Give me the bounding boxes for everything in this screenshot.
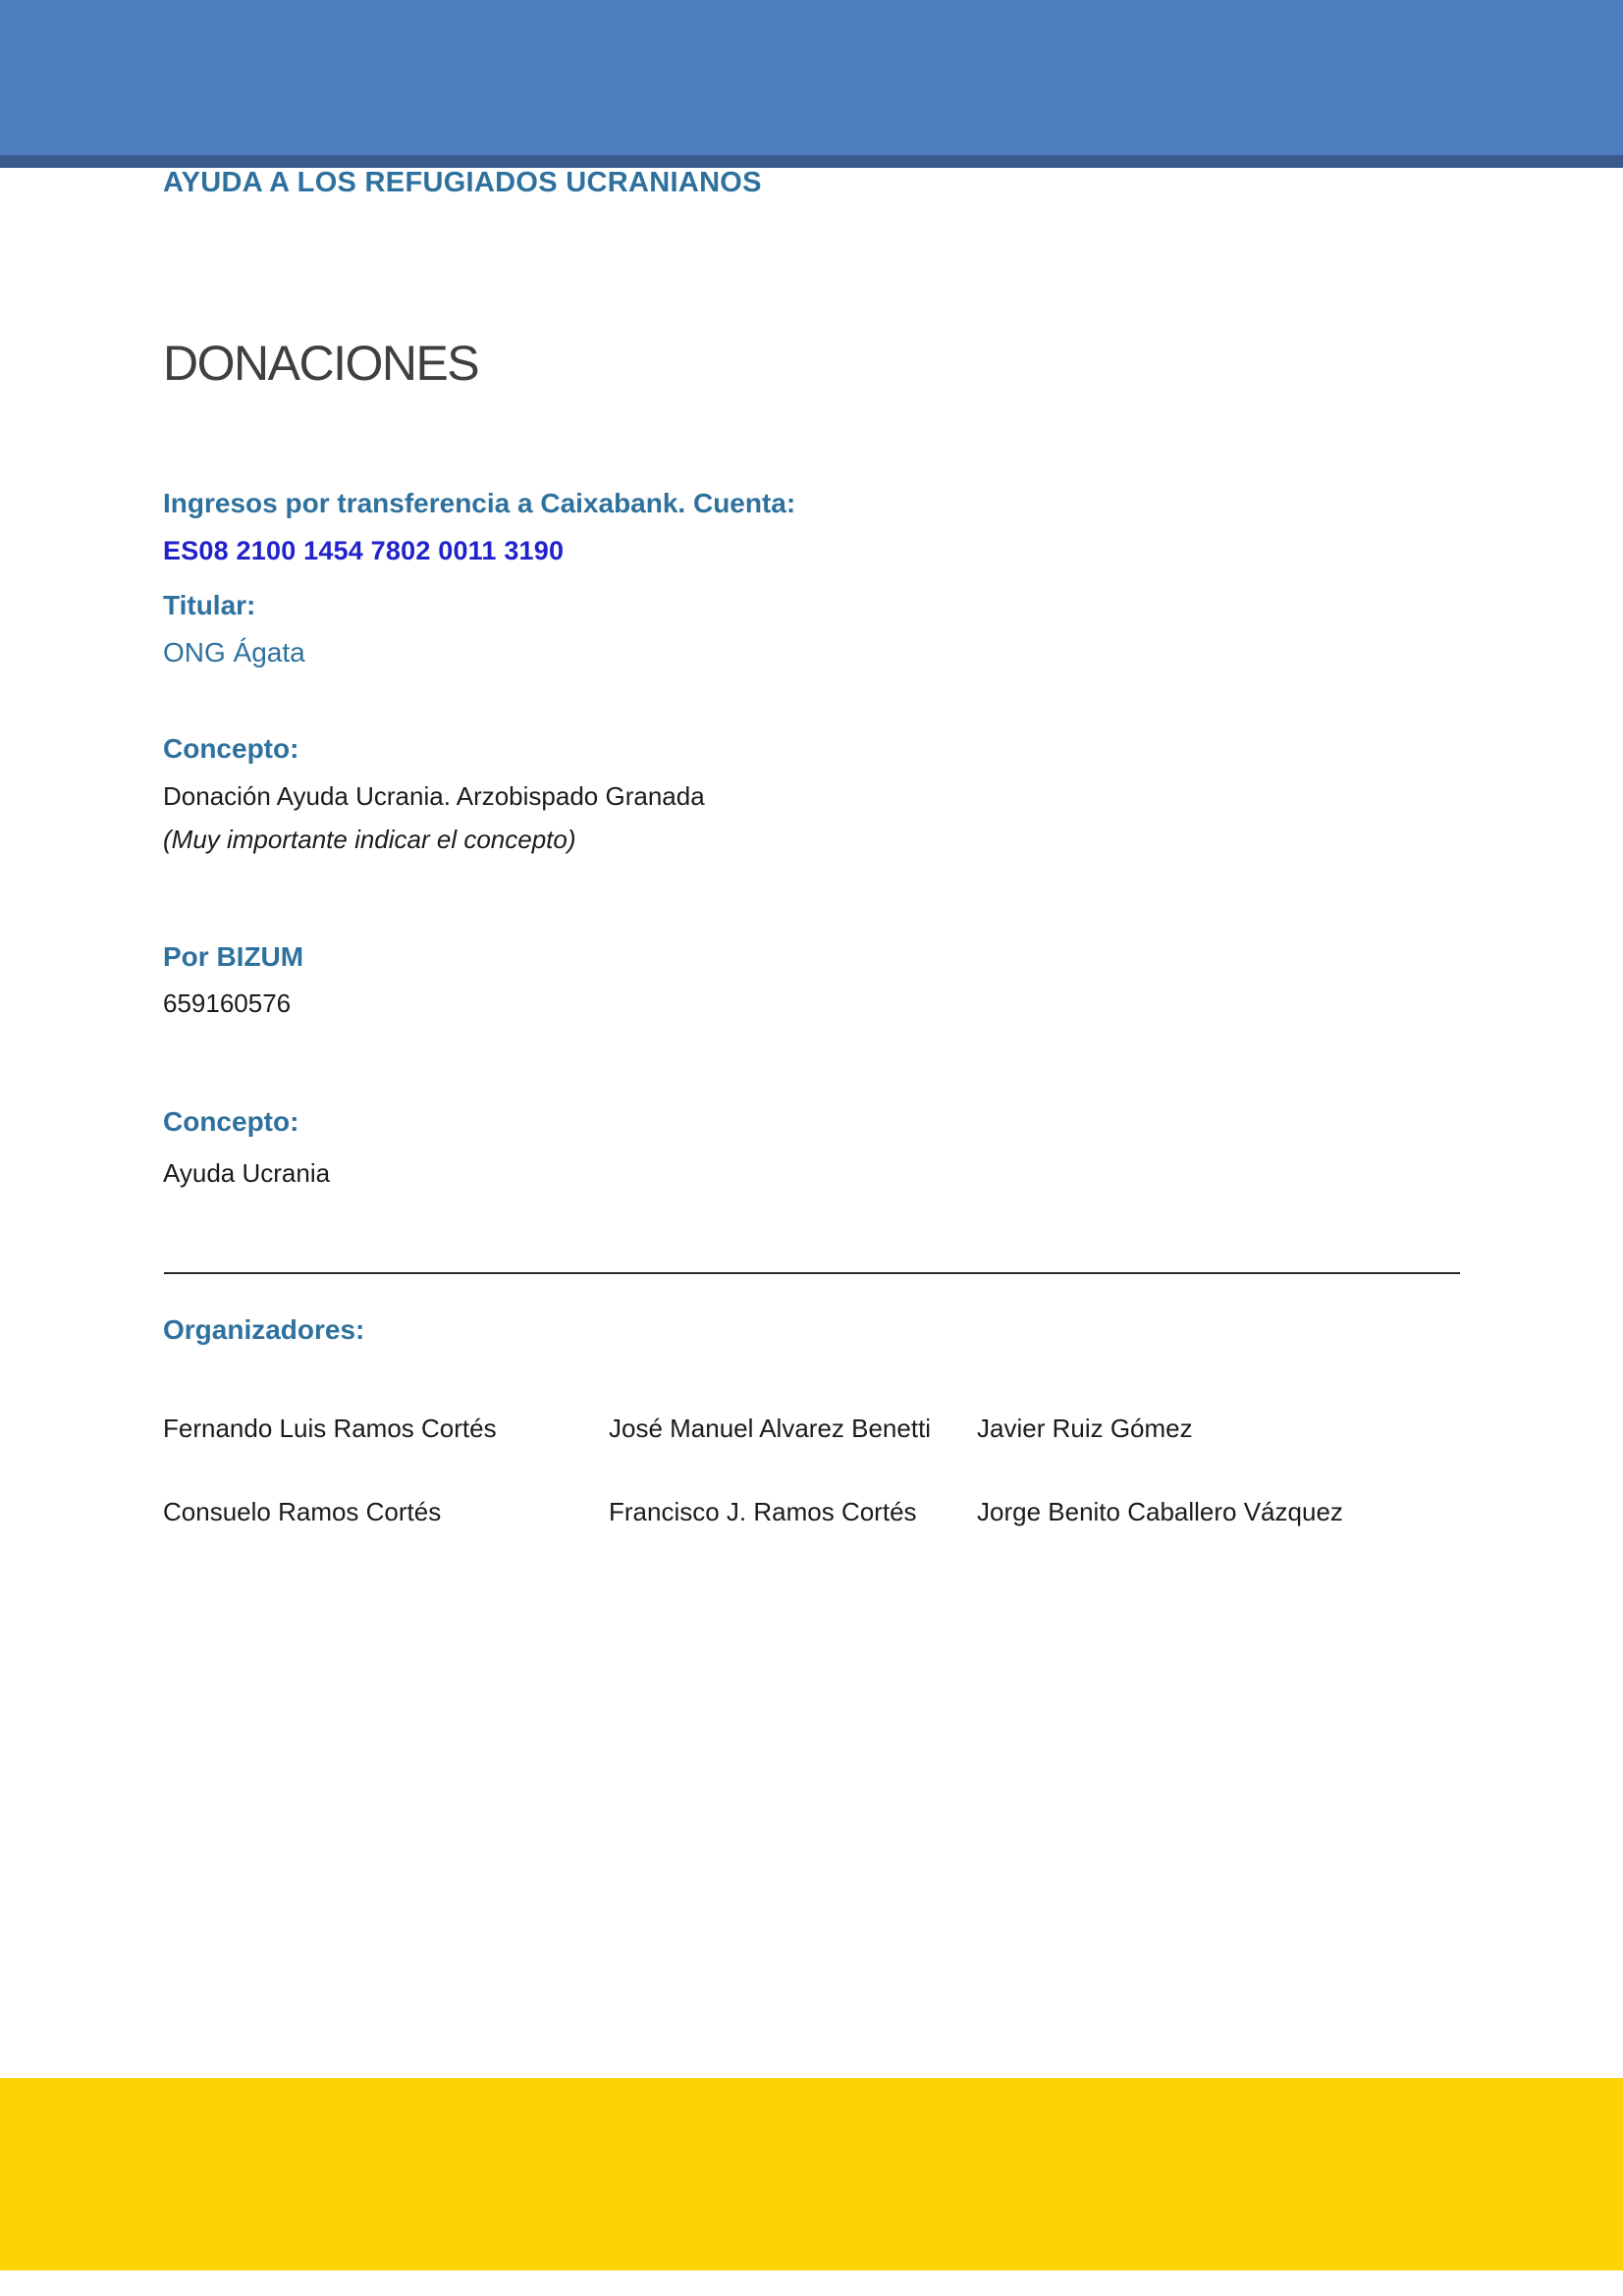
organizers-heading: Organizadores: (163, 1314, 365, 1345)
organizer-name: Fernando Luis Ramos Cortés (163, 1414, 497, 1443)
organizer-name: Javier Ruiz Gómez (977, 1414, 1193, 1443)
organizer-name: Jorge Benito Caballero Vázquez (977, 1497, 1343, 1526)
bank-account-number: ES08 2100 1454 7802 0011 3190 (163, 536, 565, 565)
horizontal-divider (164, 1272, 1460, 1274)
page-title: DONACIONES (163, 336, 479, 391)
transfer-concepto-value: Donación Ayuda Ucrania. Arzobispado Granada (163, 781, 705, 811)
titular-label: Titular: (163, 590, 256, 620)
bizum-heading: Por BIZUM (163, 941, 304, 972)
top-banner-ukraine-blue (0, 0, 1623, 168)
organizer-name: Consuelo Ramos Cortés (163, 1497, 442, 1526)
transfer-concepto-label: Concepto: (163, 733, 299, 764)
transfer-concepto-note: (Muy importante indicar el concepto) (163, 825, 576, 854)
transfer-heading: Ingresos por transferencia a Caixabank. Cuenta: (163, 488, 796, 518)
bizum-concepto-label: Concepto: (163, 1106, 299, 1137)
titular-value: ONG Ágata (163, 637, 305, 667)
bottom-band-ukraine-yellow (0, 2078, 1623, 2270)
organizer-name: José Manuel Alvarez Benetti (609, 1414, 932, 1443)
document-header: AYUDA A LOS REFUGIADOS UCRANIANOS (163, 167, 762, 198)
organizer-name: Francisco J. Ramos Cortés (609, 1497, 917, 1526)
bizum-number: 659160576 (163, 988, 292, 1018)
bizum-concepto-value: Ayuda Ucrania (163, 1158, 331, 1188)
